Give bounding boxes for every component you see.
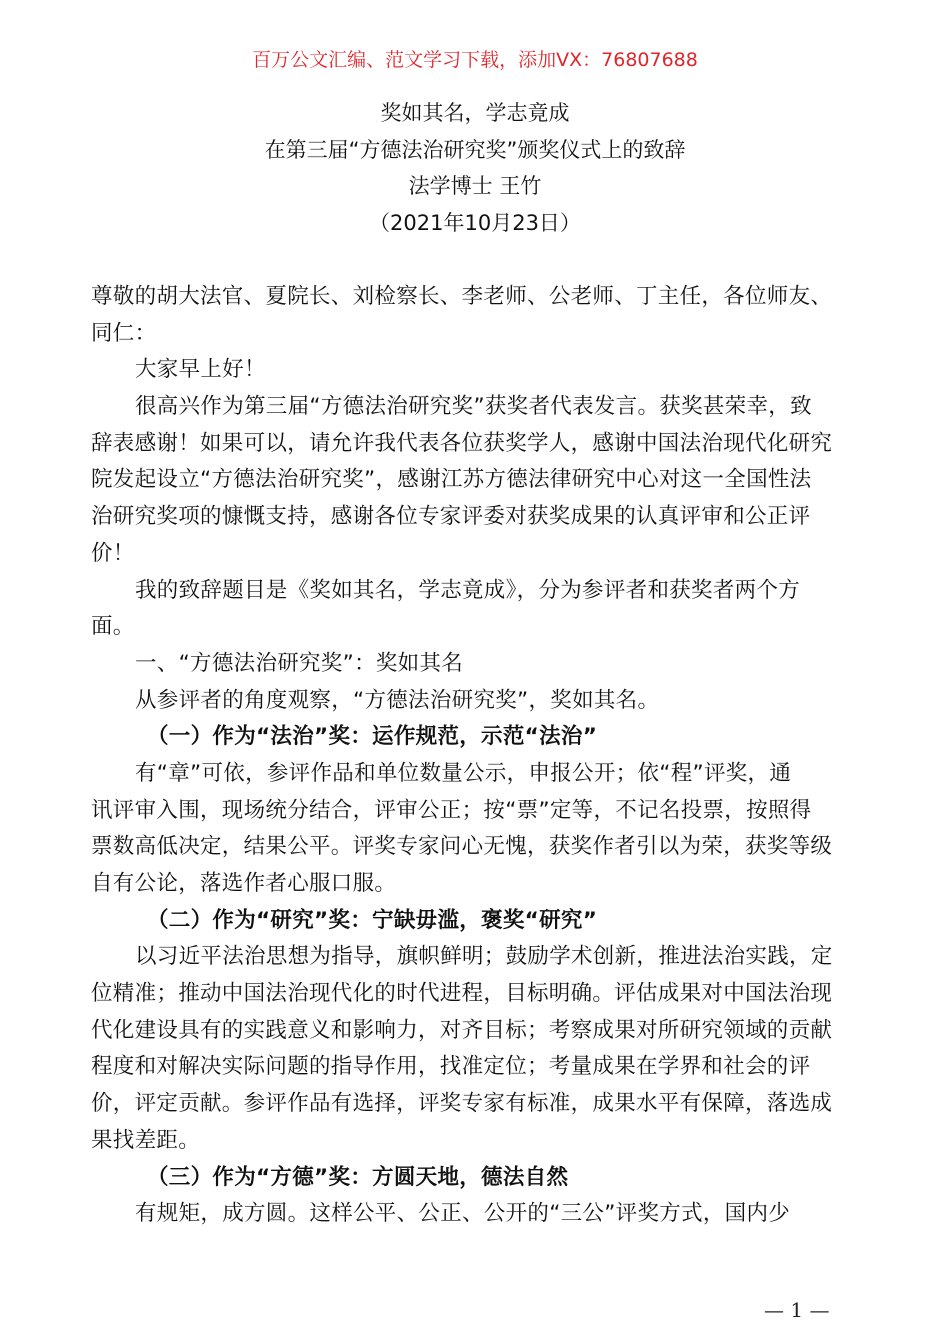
paragraph <box>91 683 861 720</box>
speech-subtitle: 在第三届“方德法治研究奖”颁奖仪式上的致辞 <box>264 137 686 162</box>
paragraph <box>91 1196 861 1233</box>
title-block <box>0 96 950 243</box>
watermark-banner: 百万公文汇编、范文学习下载，添加VX：76807688 <box>252 49 698 71</box>
text-line: 价，评定贡献。参评作品有选择，评奖专家有标准，成果水平有保障，落选成 <box>91 1091 833 1117</box>
section-heading <box>91 903 861 940</box>
paragraph <box>91 389 861 572</box>
text-line: 果找差距。 <box>91 1127 201 1153</box>
text-line: 面。 <box>91 614 135 640</box>
text-line: 自有公论，落选作者心服口服。 <box>91 871 397 896</box>
speaker: 法学博士 王竹 <box>408 174 542 199</box>
document-body <box>91 279 861 1233</box>
text-line: （三）作为“方德”奖：方圆天地，德法自然 <box>147 1164 569 1190</box>
speech-title: 奖如其名，学志竟成 <box>380 101 570 125</box>
text-line: 大家早上好！ <box>135 357 266 383</box>
text-line: 辞表感谢！如果可以，请允许我代表各位获奖学人，感谢中国法治现代化研究 <box>91 430 833 456</box>
text-line: 程度和对解决实际问题的指导作用，找准定位；考量成果在学界和社会的评 <box>91 1054 811 1080</box>
text-line: （二）作为“研究”奖：宁缺毋滥，褒奖“研究” <box>147 907 598 933</box>
text-line: 治研究奖项的慷慨支持，感谢各位专家评委对获奖成果的认真评审和公正评 <box>91 504 811 530</box>
paragraph <box>91 279 861 352</box>
text-line: 代化建设具有的实践意义和影响力，对齐目标；考察成果对所研究领域的贡献 <box>91 1017 833 1043</box>
paragraph <box>91 756 861 903</box>
text-line: 票数高低决定，结果公平。评奖专家问心无愧，获奖作者引以为荣，获奖等级 <box>91 834 833 860</box>
text-line: 尊敬的胡大法官、夏院长、刘检察长、李老师、公老师、丁主任，各位师友、 <box>91 284 833 309</box>
section-heading <box>91 1160 861 1197</box>
text-line: 以习近平法治思想为指导，旗帜鲜明；鼓励学术创新，推进法治实践，定 <box>135 944 833 970</box>
text-line: 一、“方德法治研究奖”：奖如其名 <box>135 650 464 676</box>
paragraph <box>91 939 861 1159</box>
text-line: 位精准；推动中国法治现代化的时代进程，目标明确。评估成果对中国法治现 <box>91 981 833 1007</box>
text-line: 我的致辞题目是《奖如其名，学志竟成》，分为参评者和获奖者两个方 <box>135 577 801 603</box>
text-line: 同仁： <box>91 320 157 346</box>
paragraph <box>91 352 861 389</box>
text-line: 很高兴作为第三届“方德法治研究奖”获奖者代表发言。获奖甚荣幸，致 <box>135 394 812 420</box>
text-line: 有“章”可依，参评作品和单位数量公示，申报公开；依“程”评奖，通 <box>135 760 792 786</box>
text-line: 从参评者的角度观察，“方德法治研究奖”，奖如其名。 <box>135 687 660 713</box>
text-line: 院发起设立“方德法治研究奖”，感谢江苏方德法律研究中心对这一全国性法 <box>91 467 812 493</box>
speech-date: （2021年10月23日） <box>369 211 581 236</box>
section-heading <box>91 719 861 756</box>
text-line: 价！ <box>91 540 135 566</box>
text-line: 讯评审入围，现场统分结合，评审公正；按“票”定等，不记名投票，按照得 <box>91 797 812 823</box>
text-line: 有规矩，成方圆。这样公平、公正、公开的“三公”评奖方式，国内少 <box>135 1201 791 1227</box>
paragraph <box>91 646 861 683</box>
text-line: （一）作为“法治”奖：运作规范，示范“法治” <box>147 724 598 750</box>
paragraph <box>91 573 861 646</box>
page-number: — 1 — <box>764 1298 830 1322</box>
